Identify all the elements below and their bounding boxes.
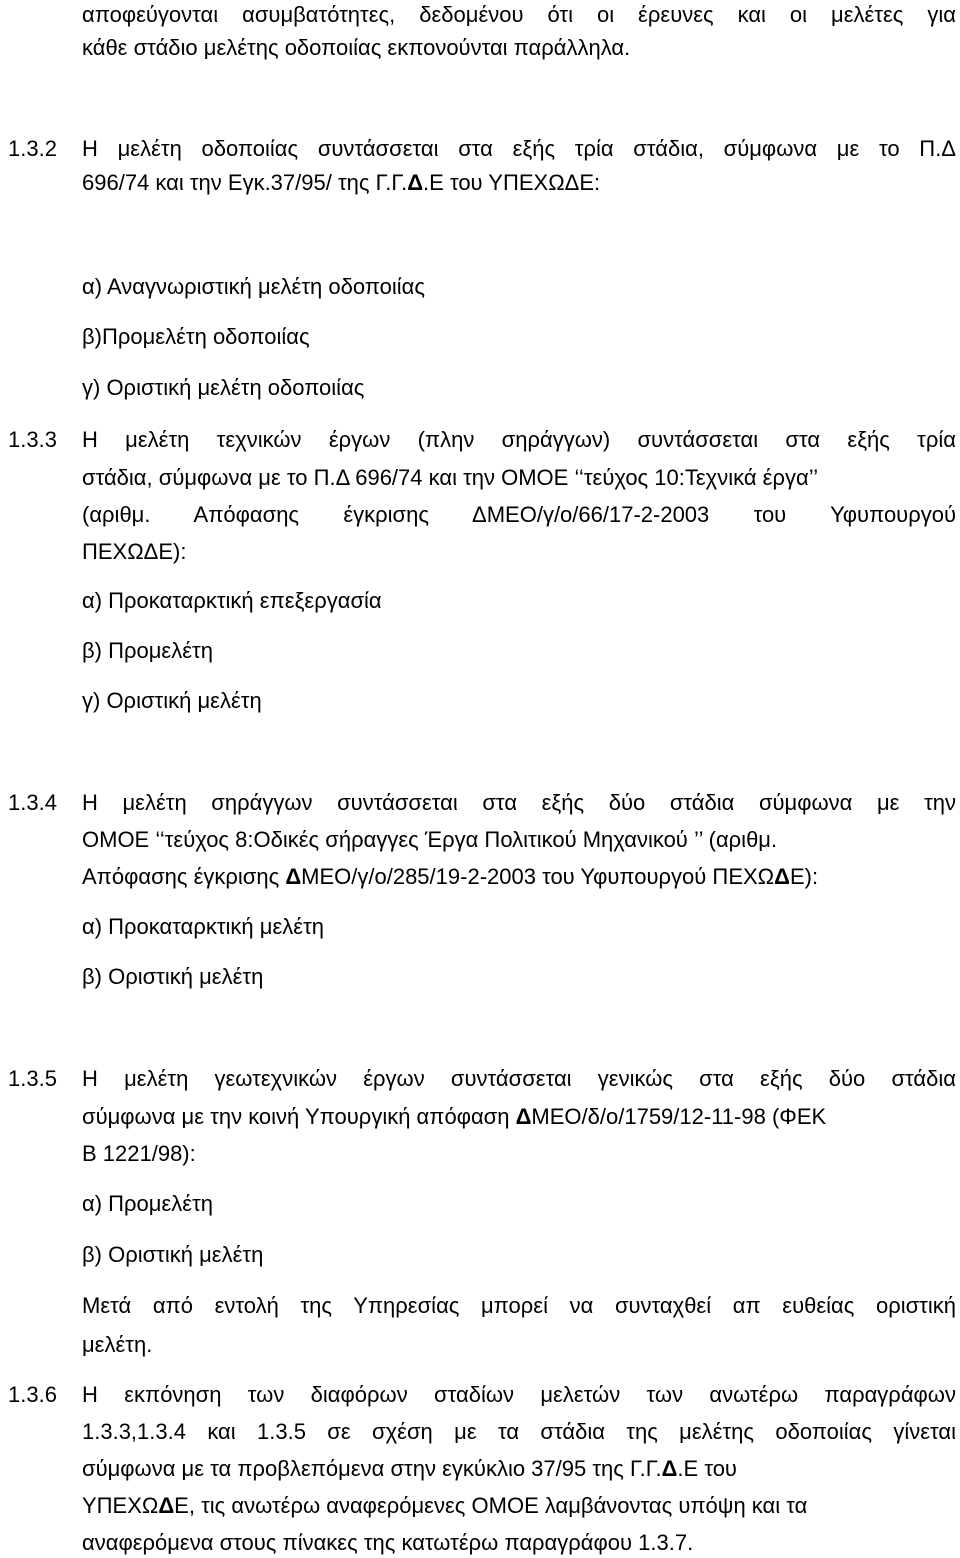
- s133-item-c: γ) Οριστική μελέτη: [82, 688, 262, 713]
- section-number-1-3-5: 1.3.5: [8, 1066, 57, 1091]
- s134-line-2: ΟΜΟΕ ‘‘τεύχος 8:Οδικές σήραγγες Έργα Πολιτικού Μηχανικού ’’ (αριθμ.: [82, 827, 778, 852]
- s134-line-3-end: Ε):: [789, 864, 819, 889]
- intro-line-2: κάθε στάδιο μελέτης οδοποιίας εκπονούνται παράλληλα.: [82, 35, 631, 60]
- s136-line-3-post: .Ε του: [677, 1456, 737, 1481]
- s136-line-2: 1.3.3,1.3.4 και 1.3.5 σε σχέση με τα στάδια της μελέτης οδοποιίας γίνεται: [82, 1419, 956, 1444]
- section-number-1-3-4: 1.3.4: [8, 790, 57, 815]
- section-number-1-3-3: 1.3.3: [8, 427, 57, 452]
- s135-note-line-1: Μετά από εντολή της Υπηρεσίας μπορεί να συνταχθεί απ ευθείας οριστική: [82, 1293, 956, 1318]
- s135-item-a: α) Προμελέτη: [82, 1191, 214, 1216]
- s134-line-3-pre: Απόφασης έγκρισης: [82, 864, 286, 889]
- s135-item-b: β) Οριστική μελέτη: [82, 1242, 264, 1267]
- s136-line-4: [82, 1491, 956, 1521]
- s136-line-4-post: Ε, τις ανωτέρω αναφερόμενες ΟΜΟΕ λαμβάνοντας υπόψη και τα: [174, 1493, 808, 1518]
- s135-line-2: [82, 1102, 956, 1132]
- intro-line-1: αποφεύγονται ασυμβατότητες, δεδομένου ότι οι έρευνες και οι μελέτες για: [82, 2, 956, 27]
- s136-line-3-bold: Δ: [661, 1456, 678, 1481]
- s133-line-4: ΠΕΧΩΔΕ):: [82, 539, 187, 564]
- s135-line-2-post: ΜΕΟ/δ/ο/1759/12-11-98 (ΦΕΚ: [531, 1104, 827, 1129]
- s136-line-1: Η εκπόνηση των διαφόρων σταδίων μελετών των ανωτέρω παραγράφων: [82, 1382, 956, 1407]
- s135-line-3: Β 1221/98):: [82, 1141, 196, 1166]
- s136-line-4-pre: ΥΠΕΧΩ: [82, 1493, 159, 1518]
- s132-item-c: γ) Οριστική μελέτη οδοποιίας: [82, 375, 365, 400]
- s133-item-a: α) Προκαταρκτική επεξεργασία: [82, 588, 382, 613]
- s132-line-2: [82, 168, 956, 198]
- s134-item-b: β) Οριστική μελέτη: [82, 964, 264, 989]
- s132-item-a: α) Αναγνωριστική μελέτη οδοποιίας: [82, 274, 425, 299]
- s136-line-4-bold: Δ: [158, 1493, 175, 1518]
- s133-line-1: Η μελέτη τεχνικών έργων (πλην σηράγγων) συντάσσεται στα εξής τρία: [82, 427, 956, 452]
- s136-line-3: [82, 1454, 956, 1484]
- s134-line-3-bold-2: Δ: [774, 864, 790, 889]
- s134-line-3: [82, 862, 956, 892]
- s135-line-2-pre: σύμφωνα με την κοινή Υπουργική απόφαση: [82, 1104, 516, 1129]
- s135-note-line-2: μελέτη.: [82, 1332, 153, 1357]
- s132-line-1: Η μελέτη οδοποιίας συντάσσεται στα εξής τρία στάδια, σύμφωνα με το Π.Δ: [82, 136, 956, 161]
- s133-line-2: στάδια, σύμφωνα με το Π.Δ 696/74 και την ΟΜΟΕ ‘‘τεύχος 10:Τεχνικά έργα’’: [82, 465, 819, 490]
- s134-line-1: Η μελέτη σηράγγων συντάσσεται στα εξής δύο στάδια σύμφωνα με την: [82, 790, 956, 815]
- s133-line-3: (αριθμ. Απόφασης έγκρισης ΔΜΕΟ/γ/ο/66/17-2-2003 του Υφυπουργού: [82, 502, 956, 527]
- s132-line-2-pre: 696/74 και την Εγκ.37/95/ της Γ.Γ.: [82, 170, 408, 195]
- s133-item-b: β) Προμελέτη: [82, 638, 213, 663]
- section-number-1-3-2: 1.3.2: [8, 136, 57, 161]
- s132-item-b: β)Προμελέτη οδοποιίας: [82, 324, 310, 349]
- s136-line-5: αναφερόμενα στους πίνακες της κατωτέρω παραγράφου 1.3.7.: [82, 1530, 694, 1555]
- s135-line-2-bold: Δ: [515, 1104, 532, 1129]
- s136-line-3-pre: σύμφωνα με τα προβλεπόμενα στην εγκύκλιο 37/95 της Γ.Γ.: [82, 1456, 662, 1481]
- s134-line-3-post: ΜΕΟ/γ/ο/285/19-2-2003 του Υφυπουργού ΠΕΧΩ: [301, 864, 775, 889]
- s132-line-2-post: .Ε του ΥΠΕΧΩΔΕ:: [423, 170, 601, 195]
- s132-line-2-bold: Δ: [407, 170, 424, 195]
- section-number-1-3-6: 1.3.6: [8, 1382, 57, 1407]
- s134-item-a: α) Προκαταρκτική μελέτη: [82, 914, 324, 939]
- s135-line-1: Η μελέτη γεωτεχνικών έργων συντάσσεται γενικώς στα εξής δύο στάδια: [82, 1066, 956, 1091]
- s134-line-3-bold: Δ: [285, 864, 302, 889]
